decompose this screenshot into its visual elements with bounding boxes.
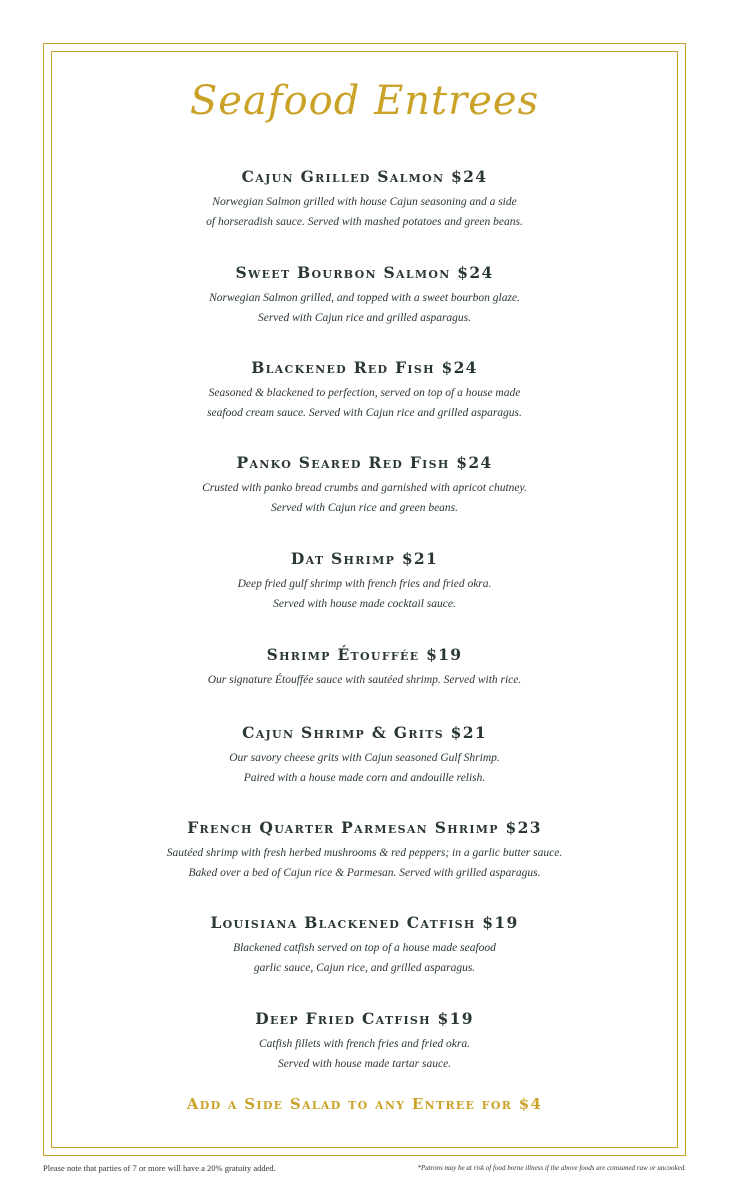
menu-item [0,912,729,978]
menu-item [0,262,729,328]
item-desc-line: seafood cream sauce. Served with Cajun rice and grilled asparagus. [207,406,522,419]
item-description [0,575,729,614]
menu-item [0,722,729,788]
item-name: Deep Fried Catfish $19 [255,1009,474,1028]
item-desc-line: Norwegian Salmon grilled, and topped with a sweet bourbon glaze. [209,292,520,304]
item-name: French Quarter Parmesan Shrimp $23 [187,818,542,837]
menu-item [0,817,729,883]
item-desc-line: Served with Cajun rice and grilled asparagus. [257,311,472,324]
item-name: Louisiana Blackened Catfish $19 [210,913,519,932]
item-desc-line: Our savory cheese grits with Cajun seasoned Gulf Shrimp. [229,752,500,764]
item-desc-line: Sautéed shrimp with fresh herbed mushrooms & red peppers; in a garlic butter sauce. [166,847,563,859]
item-description [0,844,729,883]
item-description [0,384,729,423]
item-desc-line: Served with Cajun rice and green beans. [270,501,459,514]
item-name: Cajun Shrimp & Grits $21 [242,723,487,742]
food-safety-note: *Patrons may be at risk of food borne illness if the above foods are consumed raw or uncooked. [417,1164,686,1172]
item-name: Sweet Bourbon Salmon $24 [235,263,494,282]
item-description [0,193,729,232]
menu-item [0,166,729,232]
item-name: Blackened Red Fish $24 [251,358,478,377]
item-desc-line: Baked over a bed of Cajun rice & Parmesan. Served with grilled asparagus. [188,866,541,879]
item-desc-line: Catfish fillets with french fries and fried okra. [258,1038,471,1050]
item-desc-line: Our signature Étouffée sauce with sautéed shrimp. Served with rice. [207,674,522,686]
menu-title: Seafood Entrees [189,78,540,124]
item-name: Cajun Grilled Salmon $24 [241,167,488,186]
menu-item [0,644,729,691]
item-desc-line: Deep fried gulf shrimp with french fries and fried okra. [237,578,492,590]
item-desc-line: of horseradish sauce. Served with mashed potatoes and green beans. [206,215,523,228]
item-name: Shrimp Étouffée $19 [266,645,463,664]
item-desc-line: Blackened catfish served on top of a house made seafood [233,942,496,954]
menu-item [0,548,729,614]
item-desc-line: Served with house made cocktail sauce. [273,597,456,610]
menu-item [0,452,729,518]
item-name: Panko Seared Red Fish $24 [236,453,493,472]
gratuity-note: Please note that parties of 7 or more will have a 20% gratuity added. [43,1163,276,1173]
item-desc-line: Crusted with panko bread crumbs and garnished with apricot chutney. [202,482,527,494]
side-salad-offer: Add a Side Salad to any Entree for $4 [186,1095,543,1113]
item-name: Dat Shrimp $21 [290,549,439,568]
menu-item [0,1008,729,1074]
item-desc-line: Paired with a house made corn and andouille relish. [243,771,486,784]
item-desc-line: Norwegian Salmon grilled with house Cajun seasoning and a side [212,196,517,208]
item-desc-line: Served with house made tartar sauce. [277,1057,452,1070]
item-description [0,939,729,978]
item-description [0,479,729,518]
item-desc-line: Seasoned & blackened to perfection, served on top of a house made [208,387,521,399]
item-description [0,671,729,691]
item-description [0,289,729,328]
item-description [0,1035,729,1074]
menu-item [0,357,729,423]
item-desc-line: garlic sauce, Cajun rice, and grilled asparagus. [253,961,476,974]
item-description [0,749,729,788]
